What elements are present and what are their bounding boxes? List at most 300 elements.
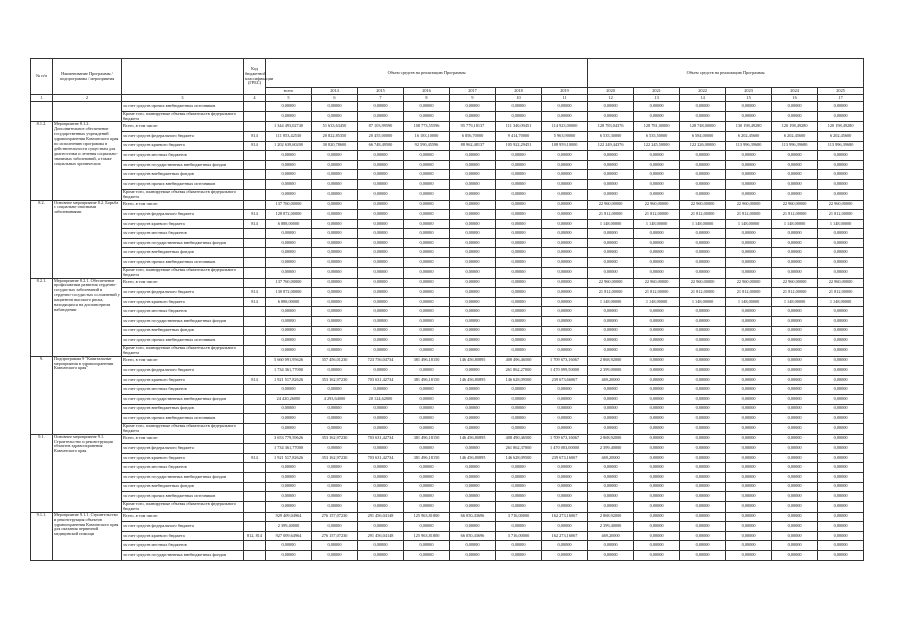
amount-year: 0,00000	[542, 297, 588, 307]
amount-year: 0,00000	[726, 366, 772, 376]
amount-year: 20 124,62000	[358, 394, 404, 404]
column-index: 7	[358, 95, 404, 102]
amount-year: 0,00000	[772, 463, 818, 473]
column-index: 12	[588, 95, 634, 102]
amount-year: 0,00000	[358, 444, 404, 454]
amount-year: 0,00000	[404, 288, 450, 298]
amount-year: 0,00000	[358, 307, 404, 317]
amount-year: 0,00000	[818, 404, 864, 414]
amount-year: 0,00000	[542, 472, 588, 482]
amount-year: 22 960,00000	[726, 200, 772, 210]
table-row	[31, 512, 864, 522]
amount-year: 125 963,81800	[404, 512, 450, 522]
amount-year: 0,00000	[312, 541, 358, 551]
amount-year: 16 183,10000	[404, 132, 450, 142]
amount-total: 927 009,64964	[266, 531, 312, 541]
amount-year: 0,00000	[450, 316, 496, 326]
table-row	[31, 210, 864, 220]
table-row	[31, 278, 864, 288]
amount-year: 0,00000	[588, 472, 634, 482]
amount-year: 0,00000	[680, 501, 726, 512]
amount-year: 0,00000	[818, 316, 864, 326]
kbk-code: 814	[244, 141, 266, 151]
amount-year: 0,00000	[358, 180, 404, 190]
table-row	[31, 482, 864, 492]
amount-year: 113 996,39680	[818, 141, 864, 151]
amount-year: 6 202,45600	[772, 132, 818, 142]
amount-year: 0,00000	[588, 414, 634, 424]
amount-year: 0,00000	[726, 375, 772, 385]
amount-year: 0,00000	[496, 238, 542, 248]
amount-year: 0,00000	[634, 472, 680, 482]
funding-source: за счет средств краевого бюджета	[122, 297, 244, 307]
amount-year: 0,00000	[772, 522, 818, 532]
funding-source: за счет средств прочих внебюджетных источников	[122, 336, 244, 346]
table-row	[31, 551, 864, 561]
header-year: 2017	[450, 88, 496, 95]
amount-total: 0,00000	[266, 111, 312, 122]
funding-source: за счет средств государственных внебюджетных фондов	[122, 551, 244, 561]
amount-year: 0,00000	[404, 200, 450, 210]
amount-year: 0,00000	[818, 385, 864, 395]
amount-year: 0,00000	[680, 472, 726, 482]
kbk-code	[244, 238, 266, 248]
amount-year: 0,00000	[358, 219, 404, 229]
amount-year: 0,00000	[588, 307, 634, 317]
amount-year: 0,00000	[772, 307, 818, 317]
amount-year: 0,00000	[634, 267, 680, 278]
amount-year: 0,00000	[772, 551, 818, 561]
amount-year: 0,00000	[634, 366, 680, 376]
header-year: 2020	[588, 88, 634, 95]
amount-year: 0,00000	[496, 404, 542, 414]
amount-year: 0,00000	[588, 111, 634, 122]
column-index: 15	[726, 95, 772, 102]
table-row	[31, 102, 864, 112]
amount-year: 0,00000	[404, 463, 450, 473]
amount-year: 0,00000	[358, 160, 404, 170]
amount-year: 0,00000	[634, 189, 680, 200]
amount-year: 0,00000	[496, 522, 542, 532]
amount-year: 0,00000	[680, 423, 726, 434]
amount-year: 1 148,00000	[680, 297, 726, 307]
amount-year: 0,00000	[358, 404, 404, 414]
amount-year: 0,00000	[726, 248, 772, 258]
amount-year: 88 962,48137	[450, 141, 496, 151]
amount-year: 0,00000	[542, 160, 588, 170]
amount-year: 0,00000	[680, 170, 726, 180]
amount-total: 2 399,40000	[266, 522, 312, 532]
amount-year: 0,00000	[358, 278, 404, 288]
amount-year: 0,00000	[588, 463, 634, 473]
amount-year: 0,00000	[312, 501, 358, 512]
amount-year: 0,00000	[450, 151, 496, 161]
amount-year: 1 148,00000	[818, 219, 864, 229]
program-funding-table	[30, 58, 864, 561]
amount-year: 0,00000	[542, 248, 588, 258]
kbk-code: 814	[244, 210, 266, 220]
amount-year: 3 716,00000	[496, 531, 542, 541]
amount-year: 0,00000	[542, 423, 588, 434]
amount-year: 0,00000	[404, 345, 450, 356]
header-year: 2021	[634, 88, 680, 95]
amount-year: 0,00000	[496, 482, 542, 492]
amount-year: 22 960,00000	[680, 200, 726, 210]
amount-year: 0,00000	[496, 551, 542, 561]
amount-year: 130 198,49280	[726, 122, 772, 132]
amount-year: 0,00000	[542, 501, 588, 512]
amount-year: 0,00000	[818, 111, 864, 122]
amount-year: 0,00000	[818, 531, 864, 541]
amount-year: 0,00000	[312, 326, 358, 336]
table-row	[31, 356, 864, 366]
table-row	[31, 307, 864, 317]
amount-year: 21 812,00000	[634, 210, 680, 220]
amount-year: 0,00000	[634, 248, 680, 258]
kbk-code	[244, 482, 266, 492]
amount-year: 0,00000	[588, 423, 634, 434]
amount-year: 0,00000	[588, 404, 634, 414]
amount-year: 0,00000	[496, 111, 542, 122]
amount-year: 0,00000	[450, 307, 496, 317]
amount-year: 0,00000	[588, 385, 634, 395]
amount-year: 0,00000	[450, 288, 496, 298]
amount-year: 0,00000	[726, 102, 772, 112]
amount-year: 0,00000	[634, 316, 680, 326]
kbk-code	[244, 316, 266, 326]
amount-year: 0,00000	[818, 394, 864, 404]
amount-year: 0,00000	[818, 170, 864, 180]
amount-year: 0,00000	[312, 307, 358, 317]
amount-year: 0,00000	[312, 102, 358, 112]
amount-year: 0,00000	[772, 492, 818, 502]
amount-year: 0,00000	[496, 189, 542, 200]
amount-year: 0,00000	[312, 336, 358, 346]
kbk-code	[244, 541, 266, 551]
amount-year: 0,00000	[404, 522, 450, 532]
kbk-code: 814	[244, 453, 266, 463]
amount-year: 0,00000	[450, 180, 496, 190]
table-row	[31, 200, 864, 210]
amount-year: 0,00000	[634, 492, 680, 502]
amount-year: 0,00000	[312, 345, 358, 356]
amount-year: 0,00000	[404, 238, 450, 248]
amount-year: 0,00000	[358, 316, 404, 326]
amount-year: 0,00000	[634, 160, 680, 170]
amount-year: 0,00000	[726, 151, 772, 161]
amount-year: 0,00000	[634, 434, 680, 444]
amount-year: 0,00000	[772, 160, 818, 170]
amount-year: 0,00000	[726, 111, 772, 122]
table-row	[31, 385, 864, 395]
header-year: 2014	[312, 88, 358, 95]
amount-year: 0,00000	[634, 423, 680, 434]
amount-year: 113 996,39680	[726, 141, 772, 151]
table-row	[31, 434, 864, 444]
amount-total: 111 853,42530	[266, 132, 312, 142]
amount-year: 0,00000	[450, 248, 496, 258]
amount-year: 0,00000	[404, 258, 450, 268]
amount-year: 408 496,46500	[496, 356, 542, 366]
funding-source: за счет средств прочих внебюджетных источников	[122, 102, 244, 112]
amount-year: 0,00000	[726, 345, 772, 356]
header-year: 2023	[726, 88, 772, 95]
amount-year: 0,00000	[404, 189, 450, 200]
amount-year: 0,00000	[818, 492, 864, 502]
amount-year: 0,00000	[358, 102, 404, 112]
amount-year: 0,00000	[496, 180, 542, 190]
header-year: 2022	[680, 88, 726, 95]
table-row	[31, 141, 864, 151]
table-row	[31, 326, 864, 336]
amount-year: 0,00000	[312, 258, 358, 268]
amount-year: 0,00000	[772, 434, 818, 444]
amount-year: 0,00000	[588, 170, 634, 180]
amount-year: 0,00000	[680, 180, 726, 190]
amount-year: 0,00000	[726, 394, 772, 404]
column-index: 11	[542, 95, 588, 102]
amount-year: 0,00000	[542, 170, 588, 180]
amount-year: 0,00000	[358, 210, 404, 220]
amount-year: 0,00000	[772, 102, 818, 112]
amount-year: 0,00000	[588, 180, 634, 190]
measure-name: Основное мероприятие 9.1. Строительство и реконструкция объектов здравоохранения Камчатского края	[53, 434, 122, 512]
amount-year: 276 157,07230	[312, 512, 358, 522]
amount-year: 66 050,43696	[450, 512, 496, 522]
amount-year: 0,00000	[634, 102, 680, 112]
amount-year: 1 470 099,50000	[542, 366, 588, 376]
amount-total: 0,00000	[266, 482, 312, 492]
amount-year: 0,00000	[634, 444, 680, 454]
amount-year: 0,00000	[404, 336, 450, 346]
amount-year: 0,00000	[404, 414, 450, 424]
amount-year: 0,00000	[450, 170, 496, 180]
funding-source: за счет средств государственных внебюджетных фондов	[122, 394, 244, 404]
amount-year: 0,00000	[634, 151, 680, 161]
amount-year: 146 456,80895	[450, 434, 496, 444]
amount-year: 30 820,78600	[312, 141, 358, 151]
amount-year: 0,00000	[680, 463, 726, 473]
amount-year: 21 812,00000	[634, 288, 680, 298]
kbk-code	[244, 326, 266, 336]
amount-year: 0,00000	[496, 307, 542, 317]
funding-source: Кроме того, планируемые объемы обязательств федерального бюджета	[122, 501, 244, 512]
amount-year: 0,00000	[450, 238, 496, 248]
amount-total: 0,00000	[266, 501, 312, 512]
amount-total: 0,00000	[266, 336, 312, 346]
header-index-row	[31, 95, 864, 102]
amount-year: 703 631,42734	[358, 453, 404, 463]
column-index: 6	[312, 95, 358, 102]
column-index: 5	[266, 95, 312, 102]
kbk-code	[244, 267, 266, 278]
header-year: 2018	[496, 88, 542, 95]
kbk-code	[244, 472, 266, 482]
amount-year: 0,00000	[818, 375, 864, 385]
amount-year: 0,00000	[450, 160, 496, 170]
amount-year: 0,00000	[404, 501, 450, 512]
funding-source: за счет средств краевого бюджета	[122, 219, 244, 229]
kbk-code	[244, 200, 266, 210]
amount-year: 0,00000	[450, 501, 496, 512]
amount-year: 21 812,00000	[818, 288, 864, 298]
amount-year: 0,00000	[634, 453, 680, 463]
amount-year: 51 633,63450	[312, 122, 358, 132]
table-row	[31, 404, 864, 414]
amount-year: 0,00000	[818, 151, 864, 161]
amount-year: 0,00000	[312, 482, 358, 492]
amount-year: 0,00000	[772, 258, 818, 268]
amount-year: 0,00000	[680, 512, 726, 522]
amount-year: 5 963,90000	[542, 132, 588, 142]
amount-year: 0,00000	[450, 463, 496, 473]
amount-year: 0,00000	[772, 189, 818, 200]
amount-year: 21 812,00000	[726, 288, 772, 298]
amount-year: 357 456,01230	[312, 356, 358, 366]
amount-year: 0,00000	[726, 531, 772, 541]
amount-total: 1 734 361,77000	[266, 366, 312, 376]
amount-year: 21 812,00000	[588, 288, 634, 298]
column-index: 16	[772, 95, 818, 102]
amount-total: 0,00000	[266, 423, 312, 434]
amount-year: 0,00000	[450, 219, 496, 229]
amount-year: 0,00000	[818, 189, 864, 200]
amount-year: 66 748,49500	[358, 141, 404, 151]
amount-year: 276 157,07230	[312, 531, 358, 541]
header-year: 2025	[818, 88, 864, 95]
amount-year: 353 162,97230	[312, 375, 358, 385]
amount-year: 0,00000	[358, 463, 404, 473]
amount-year: 0,00000	[818, 336, 864, 346]
table-row	[31, 132, 864, 142]
amount-year: 0,00000	[818, 522, 864, 532]
funding-source: за счет средств федерального бюджета	[122, 522, 244, 532]
kbk-code	[244, 180, 266, 190]
amount-year: 21 812,00000	[680, 288, 726, 298]
amount-year: 0,00000	[358, 111, 404, 122]
amount-year: 2 399,40000	[588, 522, 634, 532]
column-index: 3	[122, 95, 244, 102]
amount-year: 0,00000	[772, 180, 818, 190]
amount-year: 0,00000	[496, 316, 542, 326]
amount-year: 0,00000	[772, 453, 818, 463]
amount-year: 0,00000	[496, 345, 542, 356]
funding-source: за счет средств государственных внебюджетных фондов	[122, 160, 244, 170]
amount-total: 128 872,00000	[266, 210, 312, 220]
amount-year: 0,00000	[726, 356, 772, 366]
kbk-code	[244, 492, 266, 502]
amount-year: 0,00000	[818, 541, 864, 551]
amount-year: 0,00000	[726, 385, 772, 395]
amount-year: 0,00000	[680, 385, 726, 395]
amount-year: 0,00000	[358, 501, 404, 512]
amount-total: 1 921 517,82626	[266, 453, 312, 463]
header-year: 2024	[772, 88, 818, 95]
funding-source: за счет средств внебюджетных фондов	[122, 326, 244, 336]
amount-year: 0,00000	[358, 258, 404, 268]
table-row	[31, 229, 864, 239]
amount-total: 137 760,00000	[266, 200, 312, 210]
amount-year: 21 812,00000	[818, 210, 864, 220]
amount-year: 0,00000	[542, 238, 588, 248]
amount-year: 0,00000	[450, 229, 496, 239]
amount-year: 0,00000	[312, 170, 358, 180]
funding-source: за счет средств государственных внебюджетных фондов	[122, 238, 244, 248]
amount-year: 0,00000	[312, 111, 358, 122]
amount-total: 137 760,00000	[266, 278, 312, 288]
amount-year: 0,00000	[312, 248, 358, 258]
amount-year: 0,00000	[312, 423, 358, 434]
amount-year: 0,00000	[818, 512, 864, 522]
amount-year: 0,00000	[634, 541, 680, 551]
table-row	[31, 414, 864, 424]
amount-total: 6 888,00000	[266, 297, 312, 307]
header-name: Наименование Программы / подпрограммы / мероприятия	[53, 59, 122, 95]
amount-year: 0,00000	[450, 482, 496, 492]
amount-year: 128 748,00000	[680, 122, 726, 132]
header-source	[122, 59, 244, 95]
amount-year: 0,00000	[726, 336, 772, 346]
amount-year: 0,00000	[312, 551, 358, 561]
amount-year: 0,00000	[588, 336, 634, 346]
amount-year: 22 960,00000	[818, 278, 864, 288]
kbk-code: 814	[244, 288, 266, 298]
kbk-code	[244, 248, 266, 258]
amount-year: 0,00000	[726, 551, 772, 561]
amount-year: 703 631,42734	[358, 434, 404, 444]
amount-year: 0,00000	[680, 111, 726, 122]
amount-year: 0,00000	[726, 160, 772, 170]
amount-total: 1 344 493,02740	[266, 122, 312, 132]
amount-year: 0,00000	[680, 307, 726, 317]
amount-year: 0,00000	[496, 248, 542, 258]
funding-source: Всего, в том числе:	[122, 200, 244, 210]
table-row	[31, 238, 864, 248]
amount-year: 0,00000	[726, 463, 772, 473]
amount-year: 0,00000	[818, 229, 864, 239]
funding-source: Всего, в том числе:	[122, 512, 244, 522]
amount-year: 0,00000	[680, 482, 726, 492]
funding-source: за счет средств местных бюджетов	[122, 541, 244, 551]
amount-year: 0,00000	[312, 219, 358, 229]
amount-year: 0,00000	[450, 444, 496, 454]
amount-year: 0,00000	[818, 345, 864, 356]
amount-year: 125 963,81800	[404, 531, 450, 541]
amount-year: 0,00000	[772, 345, 818, 356]
amount-year: 0,00000	[772, 229, 818, 239]
amount-year: 21 812,00000	[726, 210, 772, 220]
row-number: 9.1.1.	[31, 512, 53, 560]
amount-year: 0,00000	[312, 229, 358, 239]
amount-year: 0,00000	[312, 210, 358, 220]
amount-year: 0,00000	[634, 385, 680, 395]
kbk-code	[244, 414, 266, 424]
funding-source: за счет средств краевого бюджета	[122, 531, 244, 541]
table-row	[31, 248, 864, 258]
amount-total: 0,00000	[266, 160, 312, 170]
amount-total: 0,00000	[266, 151, 312, 161]
amount-year: 0,00000	[496, 102, 542, 112]
amount-year: 0,00000	[588, 316, 634, 326]
amount-year: 0,00000	[542, 414, 588, 424]
amount-year: 0,00000	[726, 472, 772, 482]
amount-year: 0,00000	[358, 326, 404, 336]
amount-year: 0,00000	[772, 423, 818, 434]
funding-source: Всего, в том числе:	[122, 356, 244, 366]
amount-total: 0,00000	[266, 180, 312, 190]
amount-year: 0,00000	[726, 189, 772, 200]
amount-year: 0,00000	[496, 200, 542, 210]
